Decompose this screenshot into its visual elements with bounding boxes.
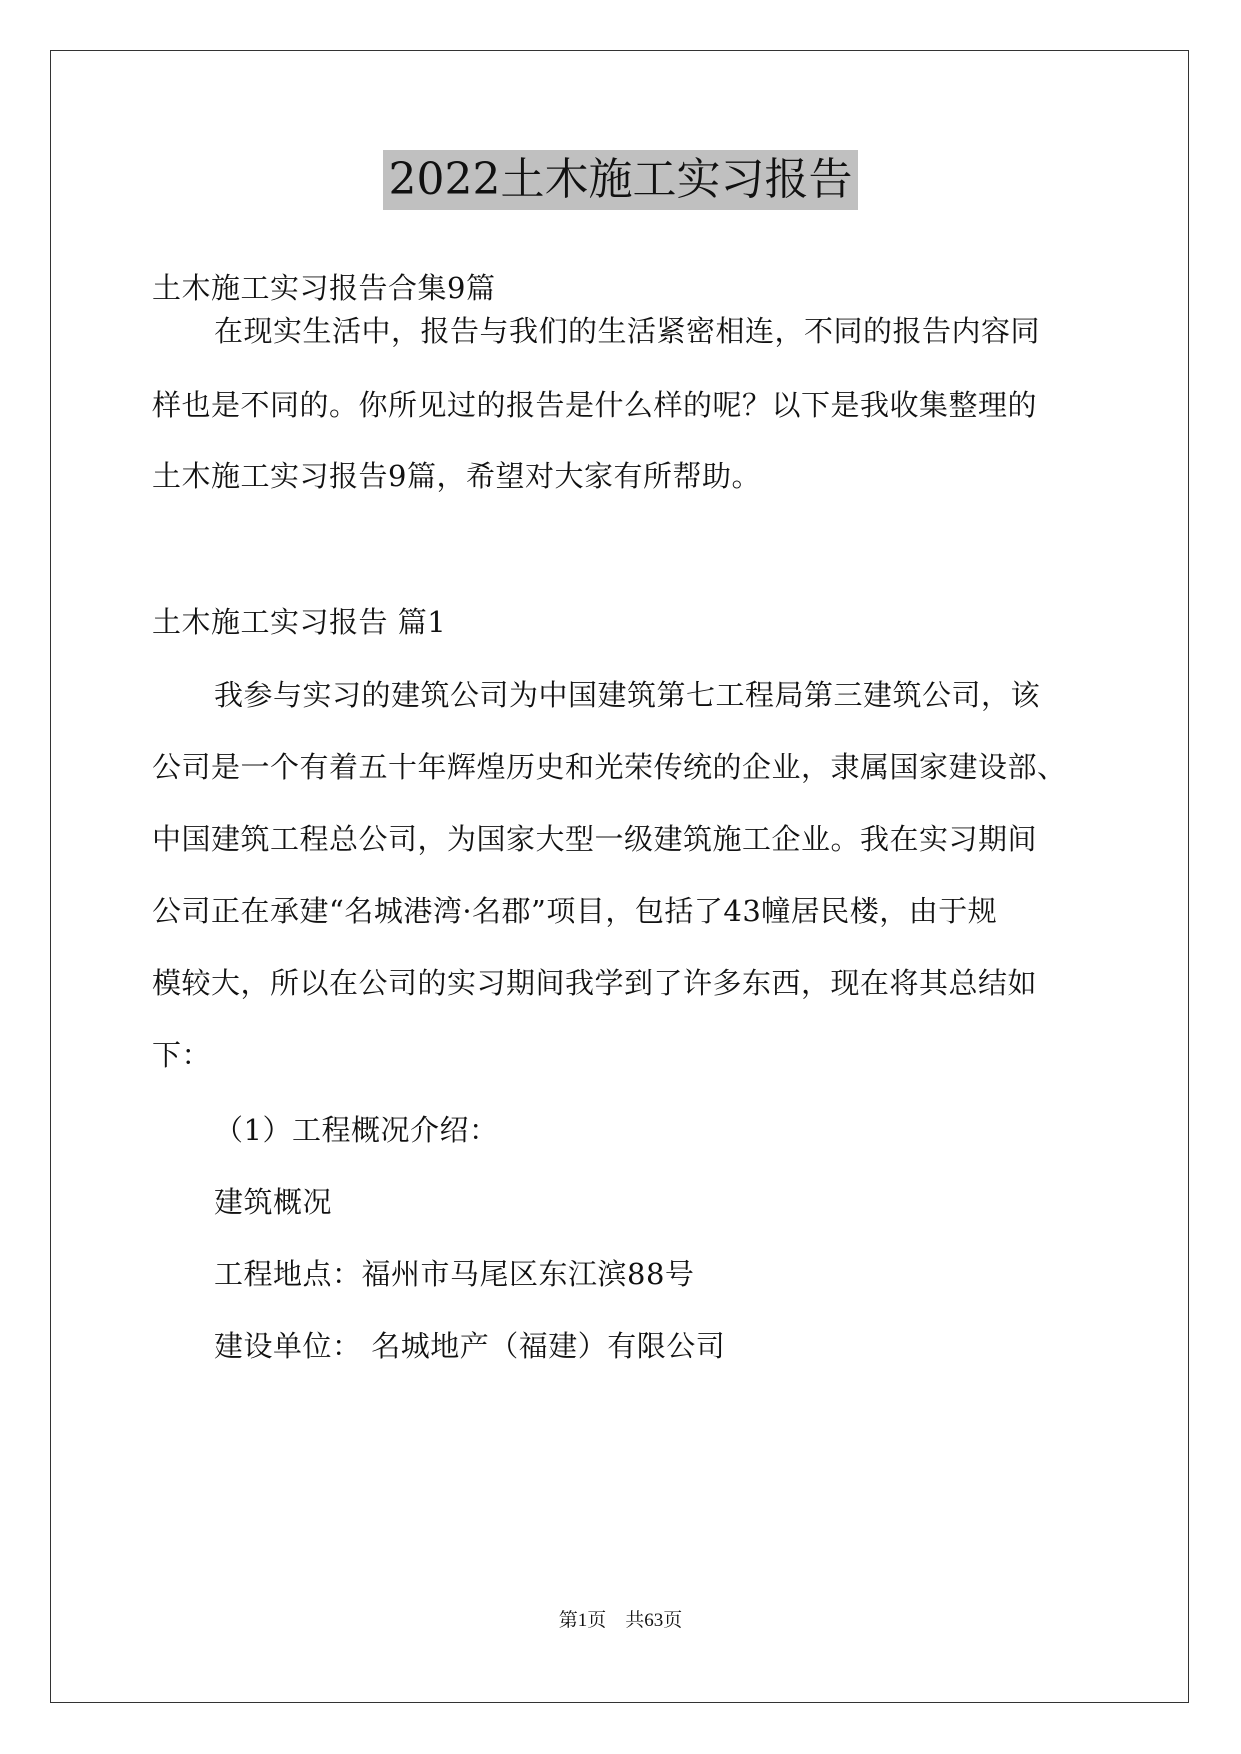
- building-overview-label: 建筑概况: [214, 1185, 333, 1219]
- developer-line: 建设单位： 名城地产（福建）有限公司: [214, 1329, 726, 1363]
- body-line-1: 我参与实习的建筑公司为中国建筑第七工程局第三建筑公司，该: [214, 678, 1041, 712]
- body-line-2: 公司是一个有着五十年辉煌历史和光荣传统的企业，隶属国家建设部、: [152, 750, 1067, 784]
- list-item-1: （1）工程概况介绍：: [214, 1113, 499, 1147]
- intro-line-3: 土木施工实习报告9篇，希望对大家有所帮助。: [152, 459, 761, 493]
- body-line-5: 模较大，所以在公司的实习期间我学到了许多东西，现在将其总结如: [152, 966, 1038, 1000]
- collection-subtitle: 土木施工实习报告合集9篇: [152, 271, 496, 305]
- body-line-4: 公司正在承建“名城港湾·名郡”项目，包括了43幢居民楼，由于规: [152, 894, 998, 928]
- intro-line-2: 样也是不同的。你所见过的报告是什么样的呢？以下是我收集整理的: [152, 388, 1038, 422]
- intro-line-1: 在现实生活中，报告与我们的生活紧密相连，不同的报告内容同: [214, 314, 1041, 348]
- body-line-3: 中国建筑工程总公司，为国家大型一级建筑施工企业。我在实习期间: [152, 822, 1038, 856]
- document-title-block: [0, 150, 1241, 210]
- project-location: 工程地点：福州市马尾区东江滨88号: [214, 1257, 695, 1291]
- section-heading: 土木施工实习报告 篇1: [152, 605, 447, 639]
- page-number-footer: 第1页 共63页: [558, 1610, 683, 1631]
- document-title: 2022土木施工实习报告: [383, 150, 859, 210]
- body-line-6: 下：: [152, 1038, 212, 1072]
